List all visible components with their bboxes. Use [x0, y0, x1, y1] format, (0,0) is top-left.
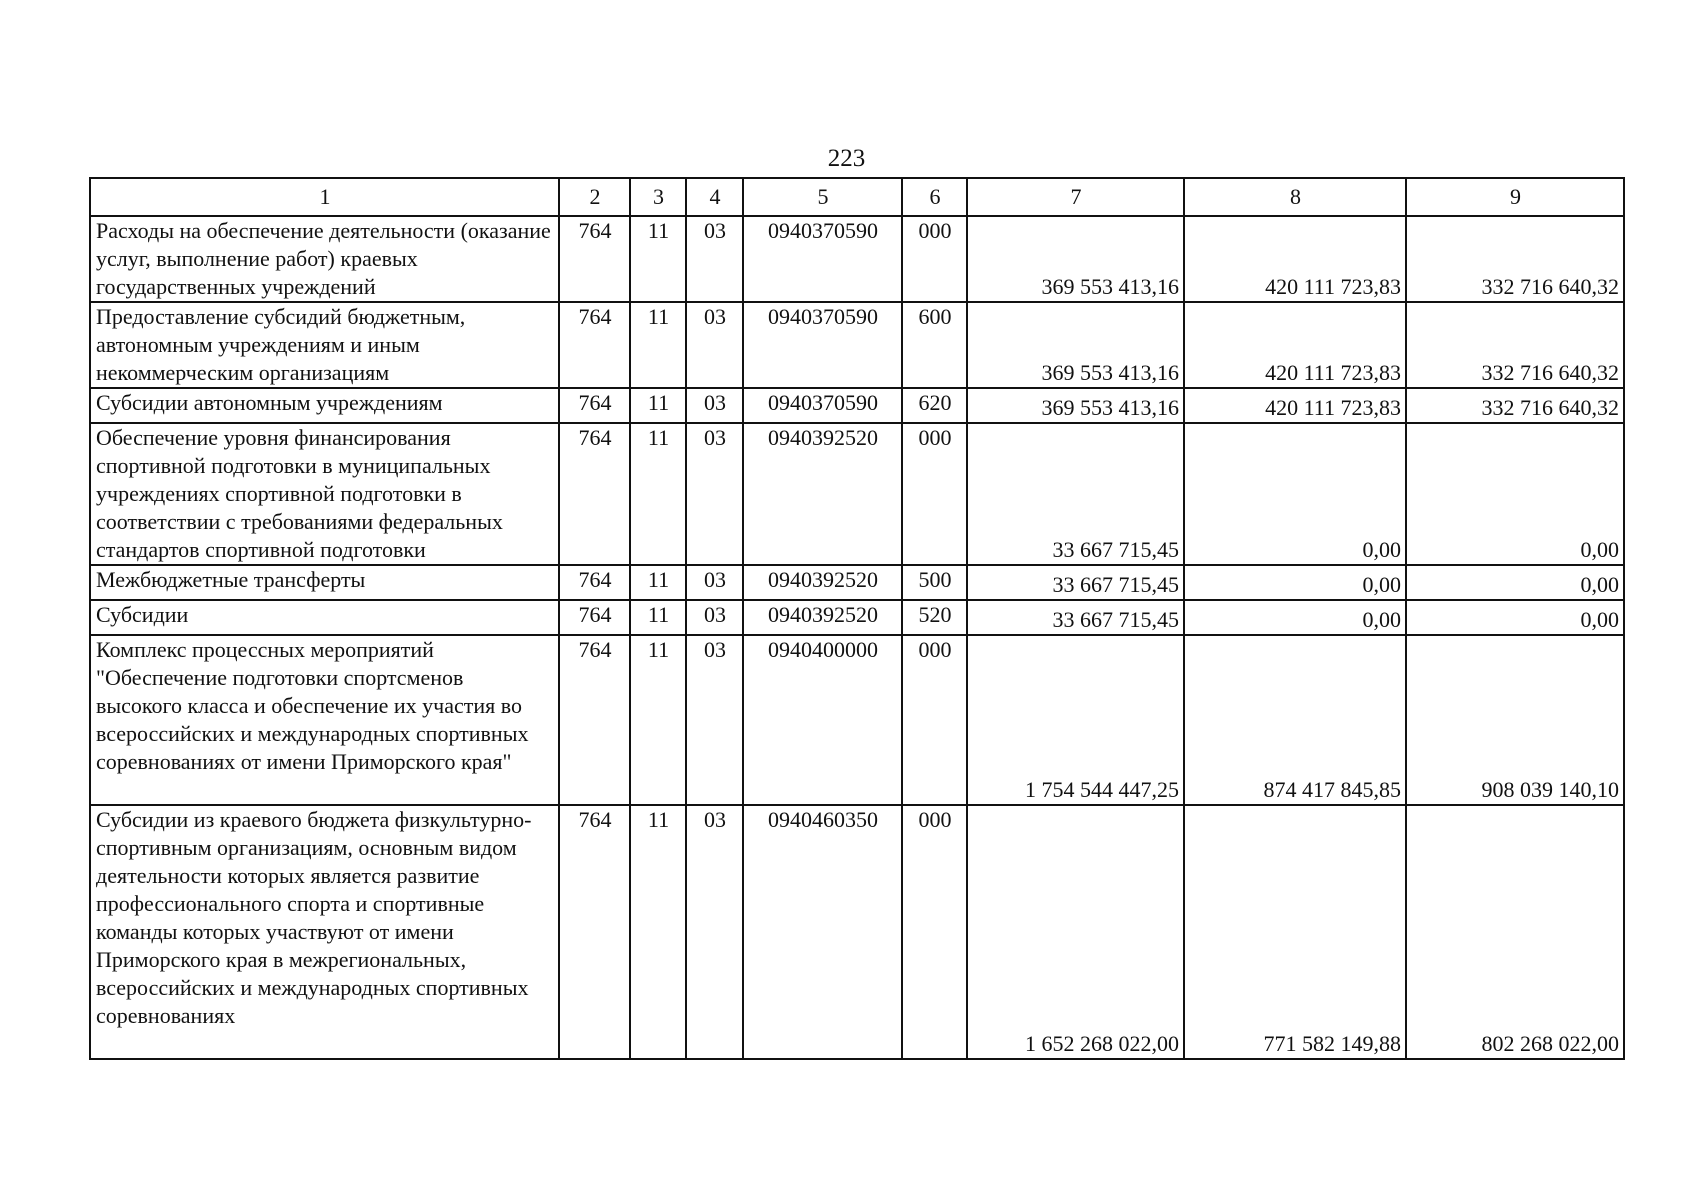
row-code-ministry: 764 [559, 388, 630, 423]
row-amount-7: 33 667 715,45 [967, 423, 1184, 565]
column-header-5: 5 [743, 178, 902, 216]
row-amount-9: 0,00 [1406, 565, 1624, 600]
row-code-expense-type: 000 [902, 805, 967, 1059]
column-header-6: 6 [902, 178, 967, 216]
table-row [90, 388, 1624, 423]
table-row [90, 423, 1624, 565]
budget-table [89, 177, 1625, 1060]
column-header-2: 2 [559, 178, 630, 216]
row-code-section: 11 [630, 388, 686, 423]
row-code-target: 0940370590 [743, 216, 902, 302]
row-code-expense-type: 000 [902, 635, 967, 805]
row-amount-9: 332 716 640,32 [1406, 302, 1624, 388]
row-code-ministry: 764 [559, 423, 630, 565]
row-code-target: 0940392520 [743, 600, 902, 635]
header-row [90, 178, 1624, 216]
row-code-ministry: 764 [559, 216, 630, 302]
column-header-8: 8 [1184, 178, 1406, 216]
row-name: Межбюджетные трансферты [90, 565, 559, 600]
row-code-section: 11 [630, 600, 686, 635]
row-code-section: 11 [630, 216, 686, 302]
row-code-target: 0940370590 [743, 388, 902, 423]
row-code-expense-type: 600 [902, 302, 967, 388]
row-code-section: 11 [630, 302, 686, 388]
row-code-ministry: 764 [559, 302, 630, 388]
row-amount-7: 1 652 268 022,00 [967, 805, 1184, 1059]
row-name: Обеспечение уровня финансирования спортивной подготовки в муниципальных учреждениях спортивной подготовки в соответствии с требованиями федеральных стандартов спортивной подготовки [90, 423, 559, 565]
page-number: 223 [827, 145, 866, 172]
row-name: Комплекс процессных мероприятий "Обеспечение подготовки спортсменов высокого класса и обеспечение их участия во всероссийских и международных спортивных соревнованиях от имени Приморского края" [90, 635, 559, 805]
row-code-subsection: 03 [686, 805, 743, 1059]
row-amount-7: 369 553 413,16 [967, 302, 1184, 388]
column-header-9: 9 [1406, 178, 1624, 216]
column-header-7: 7 [967, 178, 1184, 216]
row-amount-9: 0,00 [1406, 423, 1624, 565]
row-code-subsection: 03 [686, 216, 743, 302]
row-code-subsection: 03 [686, 635, 743, 805]
row-code-expense-type: 620 [902, 388, 967, 423]
row-amount-9: 332 716 640,32 [1406, 216, 1624, 302]
row-code-target: 0940392520 [743, 565, 902, 600]
row-amount-9: 908 039 140,10 [1406, 635, 1624, 805]
row-code-target: 0940460350 [743, 805, 902, 1059]
row-code-target: 0940392520 [743, 423, 902, 565]
row-code-ministry: 764 [559, 565, 630, 600]
row-amount-8: 0,00 [1184, 565, 1406, 600]
row-code-expense-type: 500 [902, 565, 967, 600]
row-code-subsection: 03 [686, 302, 743, 388]
row-amount-7: 369 553 413,16 [967, 388, 1184, 423]
row-amount-8: 420 111 723,83 [1184, 388, 1406, 423]
table-row [90, 565, 1624, 600]
row-code-target: 0940370590 [743, 302, 902, 388]
row-amount-8: 420 111 723,83 [1184, 216, 1406, 302]
row-code-ministry: 764 [559, 805, 630, 1059]
column-header-4: 4 [686, 178, 743, 216]
row-name: Субсидии [90, 600, 559, 635]
table-row [90, 216, 1624, 302]
row-amount-9: 802 268 022,00 [1406, 805, 1624, 1059]
row-amount-8: 874 417 845,85 [1184, 635, 1406, 805]
row-amount-9: 332 716 640,32 [1406, 388, 1624, 423]
row-amount-8: 0,00 [1184, 423, 1406, 565]
table-row [90, 302, 1624, 388]
row-code-expense-type: 000 [902, 216, 967, 302]
row-code-ministry: 764 [559, 600, 630, 635]
row-code-section: 11 [630, 635, 686, 805]
table-row [90, 600, 1624, 635]
row-code-expense-type: 000 [902, 423, 967, 565]
row-amount-8: 420 111 723,83 [1184, 302, 1406, 388]
row-code-section: 11 [630, 565, 686, 600]
row-amount-7: 1 754 544 447,25 [967, 635, 1184, 805]
row-amount-7: 33 667 715,45 [967, 565, 1184, 600]
row-code-subsection: 03 [686, 600, 743, 635]
row-name: Субсидии из краевого бюджета физкультурно-спортивным организациям, основным видом деятельности которых является развитие профессионального спорта и спортивные команды которых участвуют от имени Приморского края в межрегиональных, всероссийских и международных спортивных соревнованиях [90, 805, 559, 1059]
row-name: Субсидии автономным учреждениям [90, 388, 559, 423]
table-row [90, 805, 1624, 1059]
column-header-1: 1 [90, 178, 559, 216]
row-code-expense-type: 520 [902, 600, 967, 635]
row-amount-8: 771 582 149,88 [1184, 805, 1406, 1059]
column-header-3: 3 [630, 178, 686, 216]
row-code-section: 11 [630, 805, 686, 1059]
row-amount-7: 33 667 715,45 [967, 600, 1184, 635]
row-code-subsection: 03 [686, 388, 743, 423]
row-amount-9: 0,00 [1406, 600, 1624, 635]
row-code-target: 0940400000 [743, 635, 902, 805]
row-amount-8: 0,00 [1184, 600, 1406, 635]
table-row [90, 635, 1624, 805]
row-code-ministry: 764 [559, 635, 630, 805]
row-code-subsection: 03 [686, 565, 743, 600]
row-amount-7: 369 553 413,16 [967, 216, 1184, 302]
row-name: Предоставление субсидий бюджетным, автономным учреждениям и иным некоммерческим организациям [90, 302, 559, 388]
row-code-subsection: 03 [686, 423, 743, 565]
row-code-section: 11 [630, 423, 686, 565]
row-name: Расходы на обеспечение деятельности (оказание услуг, выполнение работ) краевых государственных учреждений [90, 216, 559, 302]
